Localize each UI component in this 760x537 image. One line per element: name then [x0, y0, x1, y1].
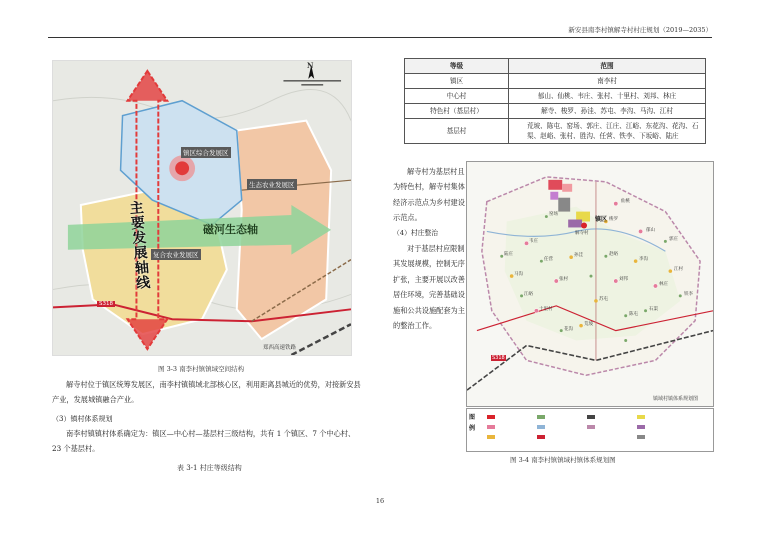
- village-label: 江村: [674, 267, 683, 272]
- village-label: 陈屯: [629, 312, 638, 317]
- village-label: 任营: [544, 257, 553, 262]
- village-label: 仙桃: [621, 199, 630, 204]
- figure2-caption: 图 3-4 南李村镇镇域村镇体系规划图: [510, 456, 616, 464]
- right-paragraph-1: 解寺村为基层村且为特色村，解寺村集体经济示范点为乡村建设示范点。: [393, 167, 465, 223]
- legend-swatch: [537, 435, 545, 439]
- north-label: N: [307, 61, 314, 70]
- table-cell-level: 中心村: [405, 89, 509, 104]
- legend-swatch: [637, 435, 645, 439]
- village-label: 十里村: [539, 307, 553, 312]
- village-label: 花沟: [564, 327, 573, 332]
- legend-swatch: [587, 415, 595, 419]
- village-label: 李沟: [639, 257, 648, 262]
- table-header-range: 范围: [509, 59, 706, 74]
- right-text-column: [393, 164, 465, 333]
- village-label: 郁山: [646, 228, 655, 233]
- village-label: 韦庄: [529, 239, 538, 244]
- village-label: 刘邦: [619, 277, 628, 282]
- page-number: 16: [375, 497, 385, 505]
- table-caption: 表 3-1 村庄等级结构: [177, 464, 242, 472]
- legend-swatch: [487, 425, 495, 429]
- town-label: 镇区: [595, 216, 608, 223]
- legend-swatch: [637, 425, 645, 429]
- table-cell-level: 基层村: [405, 119, 509, 144]
- legend-swatch: [537, 415, 545, 419]
- zone-east-label: 生态农业发展区: [249, 181, 295, 189]
- paragraph-2: 南李村镇镇村体系确定为：镇区—中心村—基层村三级结构，共有 1 个镇区、7 个中心村、23 个基层村。: [52, 429, 356, 453]
- town-core-icon: [175, 161, 189, 175]
- village-label: 马沟: [514, 272, 523, 277]
- table-row: [405, 74, 706, 89]
- village-label: 苏屯: [599, 297, 608, 302]
- table-cell-range: 郁山、仙桃、韦庄、张村、十里村、刘邦、林庄: [509, 89, 706, 104]
- map-legend: [466, 408, 714, 452]
- table-row: [405, 119, 706, 144]
- table-cell-level: 特色村（基层村）: [405, 104, 509, 119]
- village-label: 孙洼: [574, 253, 583, 258]
- village-label: 郭庄: [669, 237, 678, 242]
- eco-axis-label: 磁河生态轴: [203, 223, 258, 236]
- section-3-title: （3）镇村体系规划: [52, 415, 113, 423]
- right-paragraph-2: 对于基层村应限制其发展规模，控制无序扩张，主要开展以改善居住环境，完善基础设施和公共设施配套为主的整治工作。: [393, 244, 465, 331]
- village-label: 陆庄: [504, 252, 513, 257]
- table-cell-range: 解寺、梭罗、孙洼、苏屯、李沟、马沟、江村: [509, 104, 706, 119]
- table-header-level: 等级: [405, 59, 509, 74]
- village-system-map: [466, 161, 714, 407]
- village-label: 解寺村: [575, 231, 589, 236]
- legend-swatch: [637, 415, 645, 419]
- village-label: 窑场: [549, 212, 558, 217]
- page-header: [48, 24, 712, 38]
- village-label: 荒坡: [584, 322, 593, 327]
- legend-swatch: [487, 435, 495, 439]
- table-cell-range: 南李村: [509, 74, 706, 89]
- village-label: 张村: [559, 277, 568, 282]
- header-title: 新安县南李村镇解寺村村庄规划（2019—2035）: [568, 26, 712, 34]
- zone-west-label: 复合农业发展区: [153, 251, 199, 259]
- village-label: 赵峪: [609, 252, 618, 257]
- table-cell-level: 镇区: [405, 74, 509, 89]
- table-cell-range: 荒坡、陈屯、窑场、郭庄、江庄、江峪、东花沟、花沟、石渠、赵峪、张村、胜沟、任营、铁李、下坂峪、陆庄: [509, 119, 706, 144]
- legend-swatch: [487, 415, 495, 419]
- table-row: [405, 89, 706, 104]
- right-section-4-title: （4）村庄整治: [393, 228, 439, 237]
- village-label: 梭罗: [609, 217, 618, 222]
- main-axis-label: 主要发展轴线: [129, 200, 151, 292]
- village-label: 林庄: [659, 282, 668, 287]
- legend-swatch: [537, 425, 545, 429]
- zone-north-label: 镇区综合发展区: [183, 149, 229, 157]
- road-label-s318: S318: [99, 301, 113, 307]
- road-label-s318: S318: [492, 355, 505, 361]
- map-title: 镇域村镇体系规划图: [653, 396, 699, 402]
- figure1-caption: 图 3-3 南李村镇镇域空间结构: [158, 365, 245, 373]
- village-label: 石渠: [649, 307, 658, 312]
- legend-title: 图例: [469, 414, 476, 432]
- spatial-structure-map: [52, 60, 352, 356]
- village-level-table: [404, 58, 706, 144]
- town-center-icon: [581, 223, 587, 229]
- paragraph-1: 解寺村位于镇区统筹发展区，南李村镇镇域北部核心区，利用距离县城近的优势，对接新安县产业，发展城镇融合产业。: [52, 380, 361, 404]
- table-header-row: [405, 59, 706, 74]
- rail-label: 郑西高速铁路: [263, 345, 297, 351]
- table-row: [405, 104, 706, 119]
- village-label: 铁李: [684, 292, 693, 297]
- village-label: 江峪: [524, 292, 533, 297]
- legend-swatch: [587, 425, 595, 429]
